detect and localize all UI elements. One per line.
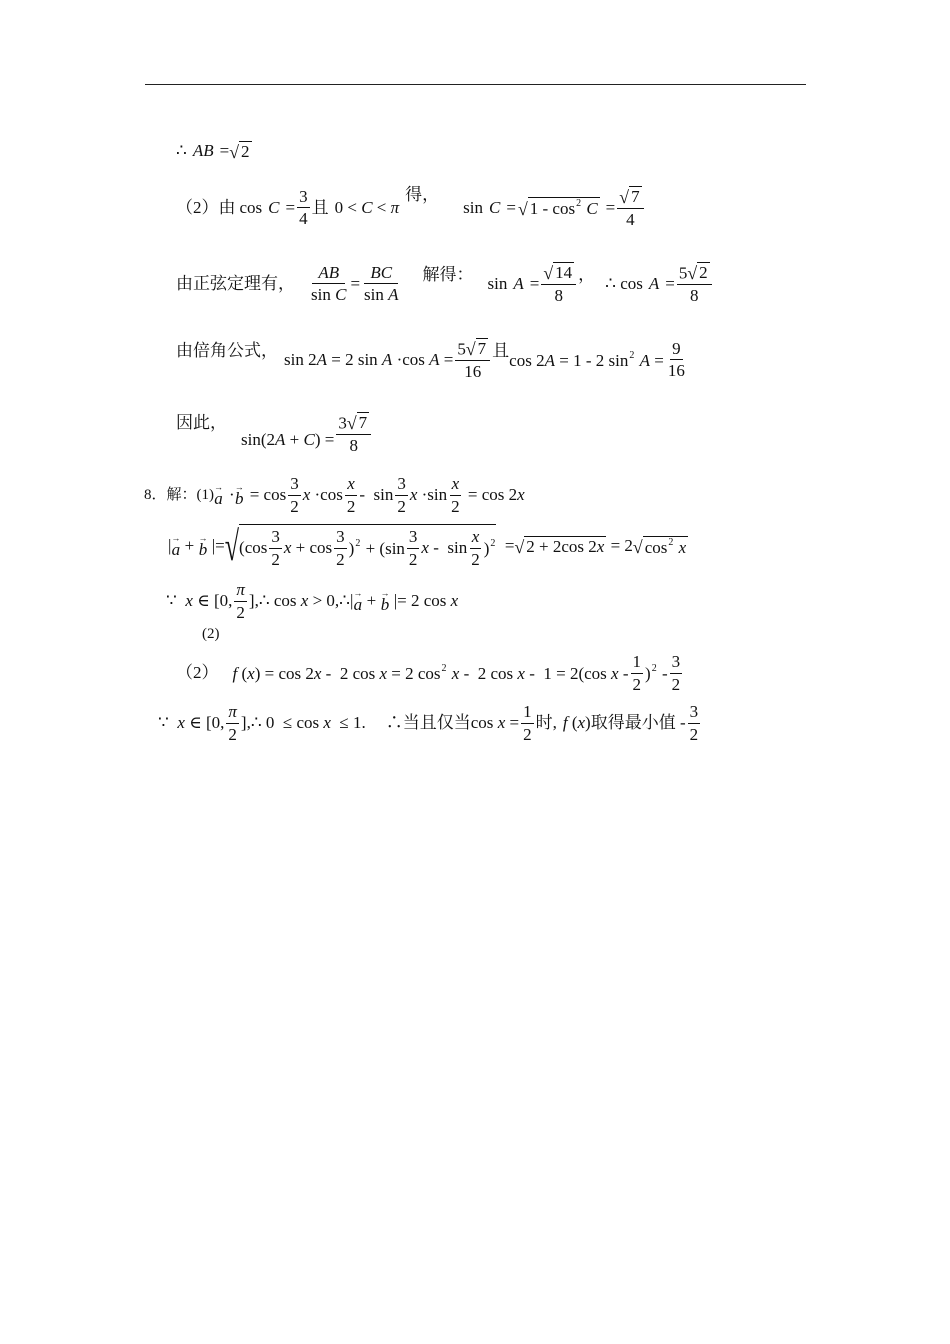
header-rule [145,84,806,85]
line-sine-law: 由正弦定理有， $\frac{AB}{\text{sin C}}$ = $\frac{BC}{\text{sin A}}$ 解得： sin A = √ 14 8 ， ∴ cos A = 5 √ 2 8 [176,262,714,306]
line-vector-magnitude: | → a + → b |= √ (cos $\frac{3}{2}$ x + cos $\frac{3}{2}$ )$^2$ + (sin $\frac{3}{2}$ x - sin $\frac{x}{2}$ )$^2$ = √ 2 + 2cos 2x = 2 √ $\cos^2 x$ [168,522,687,569]
line-minimum-value: ∵ x ∈ [0, $\frac{\pi}{2}$ ],∴ 0 ≤ cos x ≤ 1. ∴当且仅当 cos x = $\frac{1}{2}$ 时, f (x) 取得最小值 - $\frac{3}{2}$ [158,702,699,744]
line-final-result: 因此， sin(2A + C) = 3 √ 7 8 [176,412,373,456]
line-fx-expansion: （2） f (x) = cos 2x - 2 cos x = 2 $\cos^2 x - 2$ cos x - 1 = 2(cos x - $\frac{1}{2}$ )$^2$ - $\frac{3}{2}$ [176,652,681,694]
line-q8-part1: 8．解： (1) → a · → b = cos $\frac{3}{2}$ x ·cos $\frac{x}{2}$ - sin $\frac{3}{2}$ x ·sin $\frac{x}{2}$ = cos 2x [144,474,525,516]
line-cos-positive: ∵ x ∈ [0, $\frac{\pi}{2}$ ],∴ cos x > 0,∴| → a + → b |= 2 cos x [166,580,459,622]
line-ab-result: ∴ AB = √ 2 [176,140,250,162]
line-part2-cos-c: （2）由 cos C = $\frac{3}{4}$ 且 0 < C < π 得， sin C = √ $1 - \cos^2 C$ = √ 7 4 [176,186,646,230]
line-part2-label: (2) [202,626,220,642]
line-double-angle: 由倍角公式， sin 2A = 2 sin A ·cos A = 5 √ 7 16 且 cos 2A = 1 - 2 $\sin^2 A$ = $\frac{9}{16}$ [176,338,685,382]
